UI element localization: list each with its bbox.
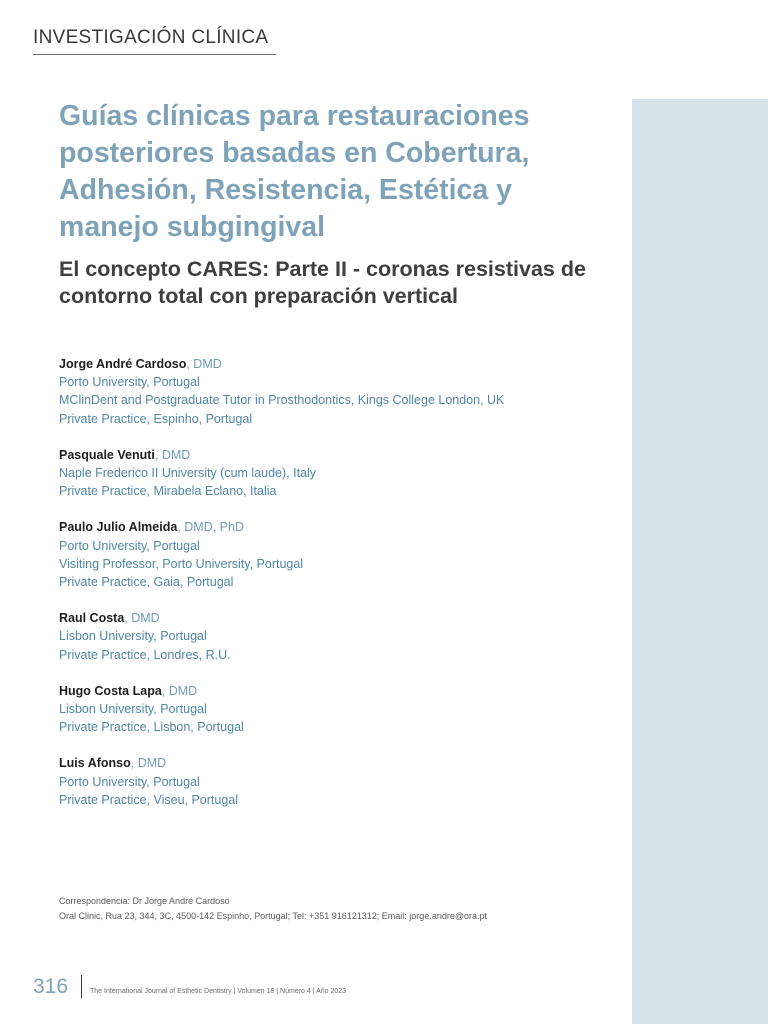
author-affiliation: Private Practice, Mirabela Eclano, Italia (59, 484, 277, 499)
author-affiliation: Private Practice, Espinho, Portugal (59, 411, 253, 426)
page-number: 316 (33, 975, 69, 998)
author-degree: , DMD (130, 756, 167, 771)
author-name: Luis Afonso (59, 756, 131, 771)
author-heading (59, 682, 619, 700)
author-name: Hugo Costa Lapa (59, 683, 162, 698)
author-affiliation: Lisbon University, Portugal (59, 629, 207, 644)
author-affiliation: Private Practice, Gaia, Portugal (59, 575, 234, 590)
author-heading (59, 518, 619, 536)
author-affiliation: Private Practice, Londres, R.U. (59, 647, 231, 662)
side-panel (632, 99, 768, 1024)
author-affiliation: Lisbon University, Portugal (59, 702, 207, 717)
author-degree: , DMD (161, 683, 198, 698)
author-heading (59, 355, 619, 373)
author-affiliation: Private Practice, Viseu, Portugal (59, 792, 239, 807)
correspondence (59, 894, 619, 924)
author-degree: , DMD (186, 357, 222, 371)
author-affiliation: Private Practice, Lisbon, Portugal (59, 720, 244, 735)
author-block (59, 754, 619, 809)
author-affiliation: Porto University, Portugal (59, 375, 200, 390)
author-degree: , DMD, PhD (177, 520, 244, 535)
footer-divider (81, 975, 82, 998)
author-degree: , DMD (124, 611, 160, 626)
author-name: Raul Costa (59, 611, 125, 626)
journal-citation: The International Journal of Esthetic Dentistry | Volumen 18 | Número 4 | Año 2023 (90, 988, 347, 995)
article-title: Guías clínicas para restauraciones posteriores basadas en Cobertura, Adhesión, Resistencia, Estética y manejo subgingival (59, 100, 530, 243)
author-name: Pasquale Venuti (59, 447, 155, 462)
correspondence-contact: Correspondencia: Dr Jorge André Cardoso (59, 896, 230, 906)
author-affiliation: Porto University, Portugal (59, 538, 200, 553)
author-block (59, 446, 619, 501)
author-affiliation: Visiting Professor, Porto University, Portugal (59, 556, 304, 571)
section-rule (33, 54, 276, 55)
author-name: Paulo Julio Almeida (59, 520, 178, 535)
author-degree: , DMD (154, 447, 191, 462)
author-block (59, 355, 619, 428)
section-label: INVESTIGACIÓN CLÍNICA (33, 27, 269, 48)
article-subtitle: El concepto CARES: Parte II - coronas resistivas de contorno total con preparación vertical (59, 257, 586, 308)
correspondence-address: Oral Clinic, Rua 23, 344, 3C, 4500-142 Espinho, Portugal; Tel: +351 916121312; Email: jorge.andre@ora.pt (59, 911, 487, 921)
author-name: Jorge André Cardoso (59, 357, 187, 371)
author-list (59, 355, 619, 827)
author-affiliation: Porto University, Portugal (59, 774, 200, 789)
author-heading (59, 609, 619, 627)
author-affiliation: MClinDent and Postgraduate Tutor in Prosthodontics, Kings College London, UK (59, 393, 505, 408)
author-heading (59, 754, 619, 772)
author-affiliation: Naple Frederico II University (cum laude), Italy (59, 466, 317, 481)
author-block (59, 682, 619, 737)
author-block (59, 518, 619, 591)
author-block (59, 609, 619, 664)
author-heading (59, 446, 619, 464)
